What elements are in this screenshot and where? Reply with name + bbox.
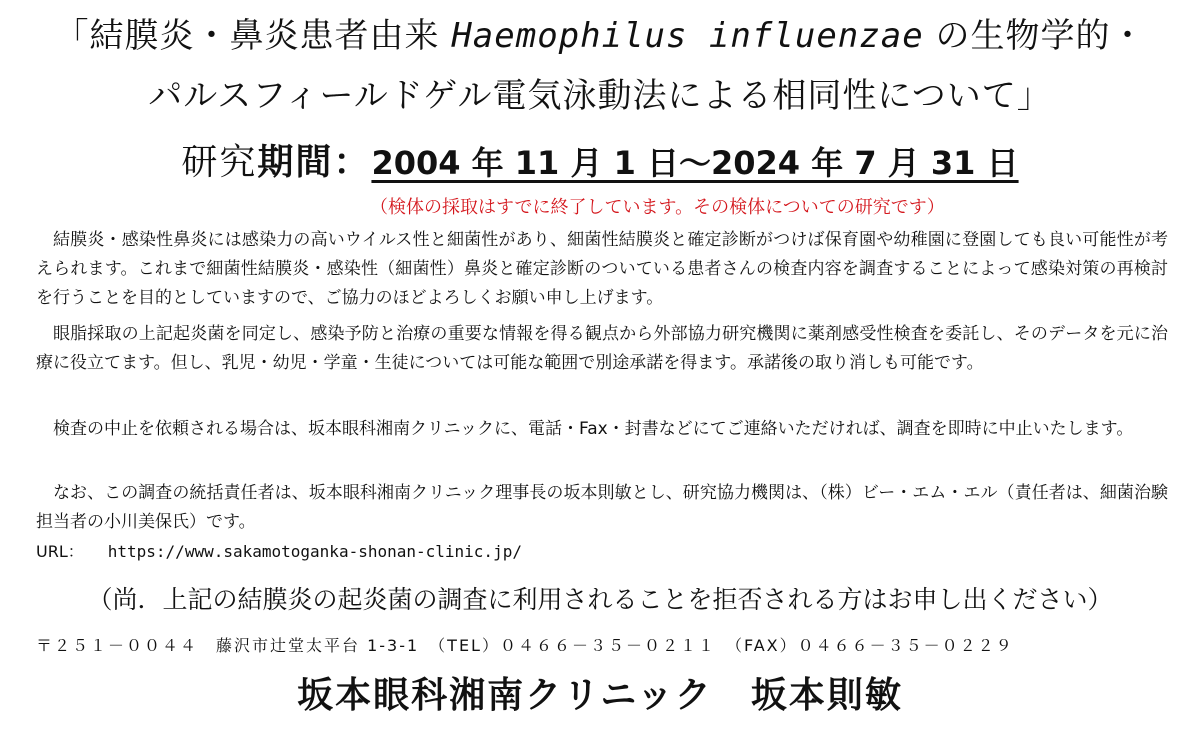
title-line-1 [0,14,1200,58]
contact-address: 〒２５１－００４４ 藤沢市辻堂太平台 1-3-1 （TEL）０４６６－３５－０２１１ （FAX）０４６６－３５－０２２９ [36,636,1014,655]
period-label-bold: 期間： [257,142,372,183]
research-period-label [181,142,371,183]
research-period-range: 2004 年 11 月 1 日～2024 年 7 月 31 日 [371,144,1019,182]
title-bacterium-name: Haemophilus influenzae [451,16,924,56]
clinic-url[interactable] [36,540,522,564]
paragraph-purpose: 結膜炎・感染性鼻炎には感染力の高いウイルス性と細菌性があり、細菌性結膜炎と確定診断がつけば保育園や幼稚園に登園しても良い可能性が考えられます。これまで細菌性結膜炎・感染性（細菌性）鼻炎と確定診断のついている患者さんの検査内容を調査することによって感染対策の再検討を行うことを目的としていますので、ご協力のほどよろしくお願い申し上げます。 [36,230,1168,308]
title-line-2: パルスフィールドゲル電気泳動法による相同性について」 [148,76,1052,116]
research-period [0,140,1200,186]
period-label-plain: 研究 [181,142,258,183]
specimen-note: （検体の採取はすでに終了しています。その検体についての研究です） [370,197,945,218]
title-prefix: 「結膜炎・鼻炎患者由来 [54,16,452,56]
paragraph-withdrawal: 検査の中止を依頼される場合は、坂本眼科湘南クリニックに、電話・Fax・封書などにてご連絡いただければ、調査を即時に中止いたします。 [53,419,1134,439]
title-suffix: の生物学的・ [923,16,1146,56]
paragraph-method: 眼脂採取の上記起炎菌を同定し、感染予防と治療の重要な情報を得る観点から外部協力研究機関に薬剤感受性検査を委託し、そのデータを元に治療に役立てます。但し、乳児・幼児・学童・生徒については可能な範囲で別途承諾を得ます。承諾後の取り消しも可能です。 [36,324,1168,373]
clinic-signature: 坂本眼科湘南クリニック 坂本則敏 [297,675,903,716]
refusal-note: （尚．上記の結膜炎の起炎菌の調査に利用されることを拒否される方はお申し出ください） [87,585,1113,614]
url-link[interactable]: https://www.sakamotoganka-shonan-clinic.jp/ [107,542,522,561]
paragraph-responsible: なお、この調査の統括責任者は、坂本眼科湘南クリニック理事長の坂本則敏とし、研究協力機関は、（株）ビー・エム・エル（責任者は、細菌治験担当者の小川美保氏）です。 [36,483,1169,532]
url-label: URL： [36,542,84,561]
